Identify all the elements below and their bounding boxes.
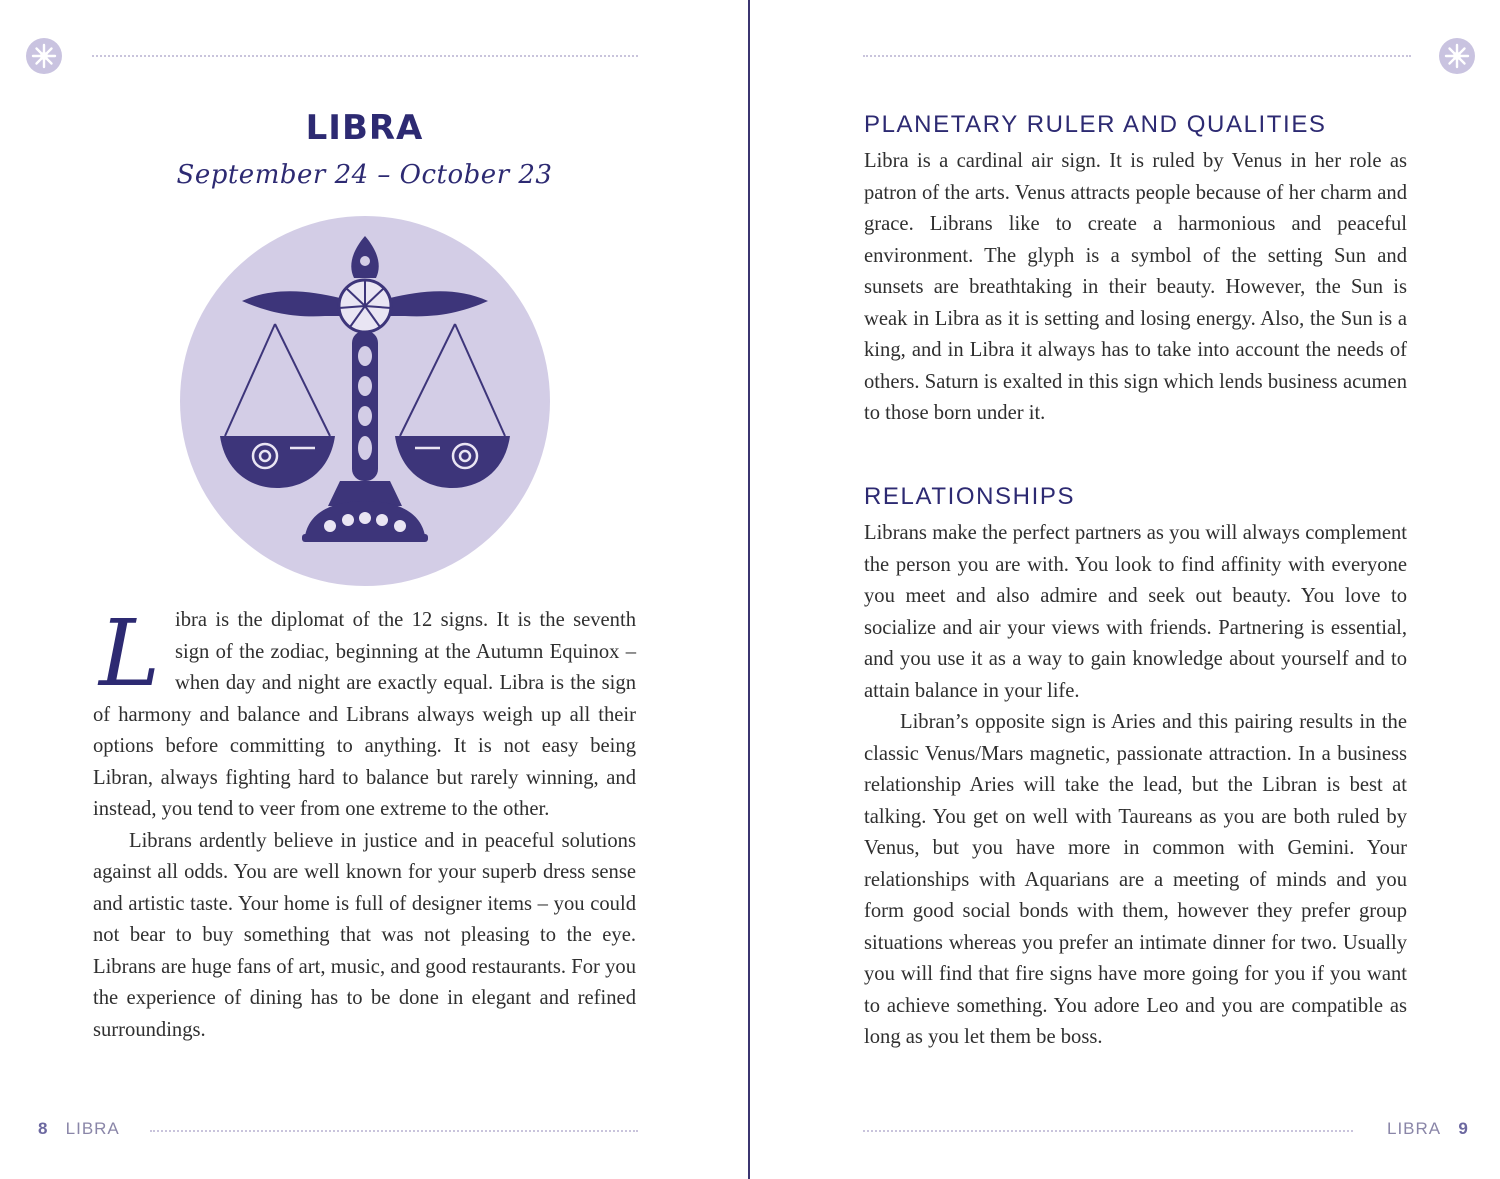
header-divider (863, 55, 1411, 57)
page-number: 9 (1458, 1119, 1469, 1138)
right-footer (1387, 1119, 1469, 1139)
intro-paragraph: ibra is the diplomat of the 12 signs. It is the seventh sign of the zodiac, beginning at the Autumn Equinox – when day and night are exactly equal. Libra is the sign of harmony and balance and Librans always weigh up all their options before committing to anything. It is not easy being Libran, always fighting hard to balance but rarely winning, and instead, you tend to veer from one extreme to the other. (93, 609, 636, 820)
relationships-section (864, 482, 1407, 1054)
planetary-section (864, 110, 1407, 430)
svg-text:L: L (99, 607, 161, 697)
libra-scales-icon (180, 216, 550, 586)
intro-text-column (93, 605, 636, 1046)
header-divider (92, 55, 638, 57)
section-heading: RELATIONSHIPS (864, 483, 1076, 510)
star-badge-icon (26, 38, 62, 74)
section-heading: PLANETARY RULER AND QUALITIES (864, 111, 1327, 138)
section-paragraph: Libra is a cardinal air sign. It is ruled by Venus in her role as patron of the arts. Venus attracts people because of her charm and grace. Librans like to create a harmonious and peaceful environment. The glyph is a symbol of the setting Sun and sunsets are breathtaking in their beauty. However, the Sun is weak in Libra as it is setting and losing energy. Also, the Sun is a king, and in Libra it always has to take into account the needs of others. Saturn is exalted in this sign which lends business acumen to those born under it. (864, 150, 1407, 424)
justice-paragraph: Librans ardently believe in justice and in peaceful solutions against all odds. You are well known for your superb dress sense and artistic taste. Your home is full of designer items – you could not bear to buy something that was not pleasing to the eye. Librans are huge fans of art, music, and good restaurants. For you the experience of dining has to be done in elegant and refined surroundings. (93, 829, 636, 1041)
drop-cap-letter (93, 607, 173, 697)
section-paragraph: Libran’s opposite sign is Aries and this pairing results in the classic Venus/Mars magnetic, passionate attraction. In a business relationship Aries will take the lead, but the Libran is best at talking. You get on well with Taureans as you are both ruled by Venus, but you have more in common with Gemini. Your relationships with Aquarians are a meeting of minds and you form good social bonds with them, however they prefer group situations whereas you prefer an intimate dinner for two. Usually you will find that fire signs have more going for you if you want to achieve something. You adore Leo and you are compatible as long as you let them be boss. (864, 711, 1407, 1048)
page-title: LIBRA (305, 108, 424, 148)
left-footer (38, 1119, 120, 1139)
date-range: September 24 – October 23 (176, 160, 553, 190)
star-badge-icon (1439, 38, 1475, 74)
section-paragraph: Librans make the perfect partners as you will always complement the person you are with. You look to find affinity with everyone you meet and also admire and seek out beauty. You love to socialize and air your views with friends. Partnering is essential, and you use it as a way to gain knowledge about yourself and to attain balance in your life. (864, 522, 1407, 702)
footer-divider (863, 1130, 1353, 1132)
book-gutter (748, 0, 750, 1179)
running-footer-label: LIBRA (65, 1119, 120, 1138)
page-number: 8 (38, 1119, 49, 1138)
footer-divider (150, 1130, 638, 1132)
left-page (0, 0, 749, 1179)
running-footer-label: LIBRA (1387, 1119, 1442, 1138)
